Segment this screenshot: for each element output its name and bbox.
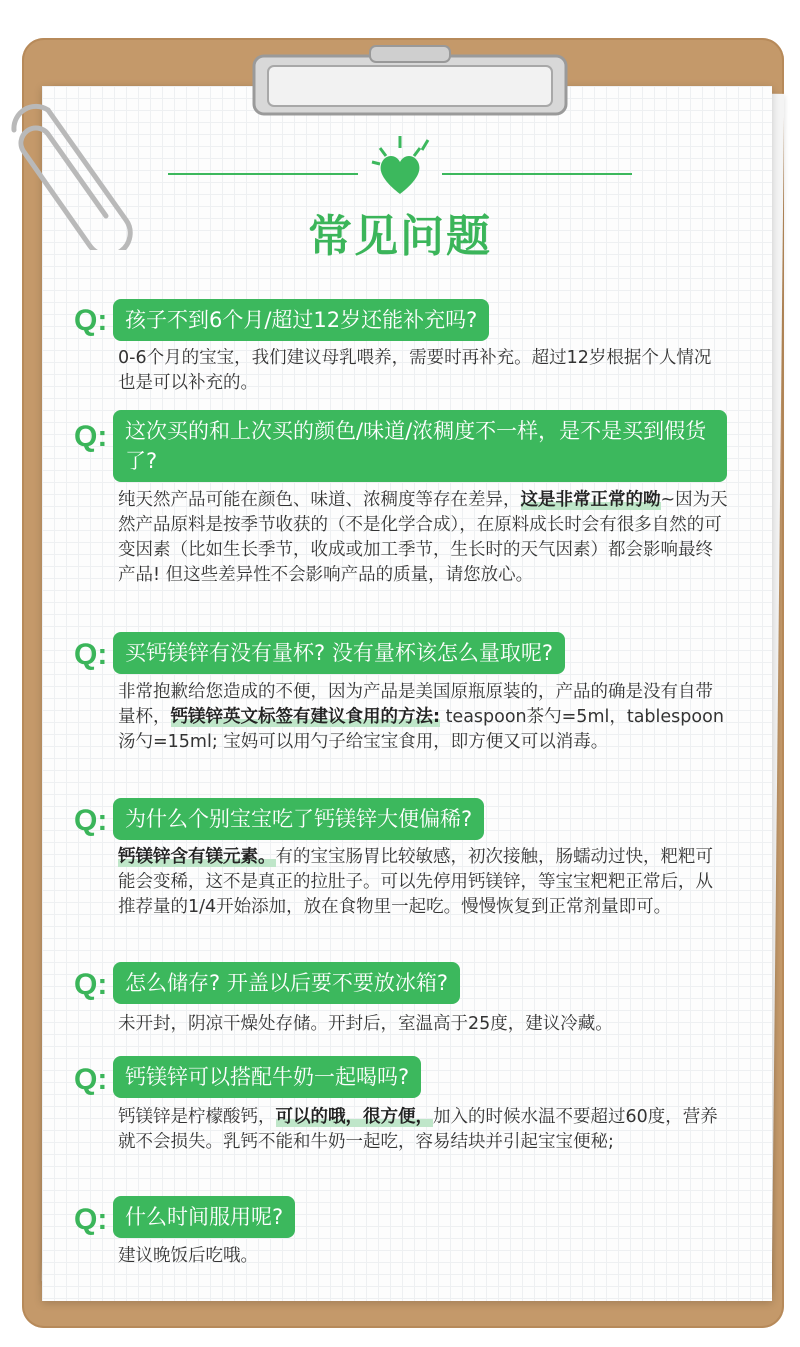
question-bubble: 什么时间服用呢? xyxy=(113,1196,295,1238)
answer-text-part: 加入的时候水温不要超过60度，营养就不会损失。乳钙不能和牛奶一起吃，容易结块并引起宝宝便秘; xyxy=(118,1107,718,1152)
answer-highlight: 这是非常正常的呦 xyxy=(520,490,661,510)
q-mark: Q: xyxy=(74,804,108,837)
answer-highlight: 钙镁锌英文标签有建议食用的方法: xyxy=(170,707,440,727)
answer-highlight: 钙镁锌含有镁元素。 xyxy=(118,847,276,867)
answer-text xyxy=(118,1244,728,1269)
answer-text xyxy=(118,1012,728,1037)
q-mark: Q: xyxy=(74,1203,108,1236)
question-bubble: 买钙镁锌有没有量杯? 没有量杯该怎么量取呢? xyxy=(113,632,565,674)
answer-highlight: 可以的哦，很方便， xyxy=(275,1107,433,1127)
heart-icon xyxy=(168,130,632,200)
answer-text-part: 非常抱歉给您造成的不便，因为产品是美国原瓶原装的，产品的确是没有自带量杯， xyxy=(118,682,713,727)
answer-text xyxy=(118,488,728,588)
answer-text xyxy=(118,680,728,755)
question-bubble: 孩子不到6个月/超过12岁还能补充吗? xyxy=(113,299,489,341)
q-mark: Q: xyxy=(74,304,108,337)
answer-text-part: 未开封，阴凉干燥处存储。开封后，室温高于25度，建议冷藏。 xyxy=(118,1014,613,1034)
answer-text-part: 钙镁锌是柠檬酸钙， xyxy=(118,1107,276,1127)
clipboard-clip-icon xyxy=(250,44,570,118)
question-bubble: 怎么储存? 开盖以后要不要放冰箱? xyxy=(113,962,460,1004)
answer-text-part: 0-6个月的宝宝，我们建议母乳喂养，需要时再补充。超过12岁根据个人情况也是可以补充的。 xyxy=(118,348,712,393)
question-bubble: 钙镁锌可以搭配牛奶一起喝吗? xyxy=(113,1056,421,1098)
answer-text-part: ~因为天然产品原料是按季节收获的（不是化学合成），在原料成长时会有很多自然的可变因素（比如生长季节，收成或加工季节，生长时的天气因素）都会影响最终产品! 但这些差异性不会影响产品的质量，请您放心。 xyxy=(118,490,728,585)
q-mark: Q: xyxy=(74,1063,108,1096)
q-mark: Q: xyxy=(74,968,108,1001)
answer-text xyxy=(118,346,728,396)
question-bubble: 为什么个别宝宝吃了钙镁锌大便偏稀? xyxy=(113,798,484,840)
answer-text-part: 有的宝宝肠胃比较敏感，初次接触，肠蠕动过快，粑粑可能会变稀，这不是真正的拉肚子。可以先停用钙镁锌，等宝宝粑粑正常后，从推荐量的1/4开始添加，放在食物里一起吃。慢慢恢复到正常剂量即可。 xyxy=(118,847,713,917)
answer-text-part: teaspoon茶勺=5ml，tablespoon汤勺=15ml; 宝妈可以用勺子给宝宝食用，即方便又可以消毒。 xyxy=(118,707,724,752)
answer-text-part: 建议晚饭后吃哦。 xyxy=(118,1246,258,1266)
answer-text-part: 纯天然产品可能在颜色、味道、浓稠度等存在差异， xyxy=(118,490,521,510)
q-mark: Q: xyxy=(74,420,108,453)
answer-text xyxy=(118,1105,728,1155)
page-title: 常见问题 xyxy=(308,211,492,262)
answer-text xyxy=(118,845,728,920)
q-mark: Q: xyxy=(74,638,108,671)
question-bubble: 这次买的和上次买的颜色/味道/浓稠度不一样，是不是买到假货了? xyxy=(113,410,727,482)
